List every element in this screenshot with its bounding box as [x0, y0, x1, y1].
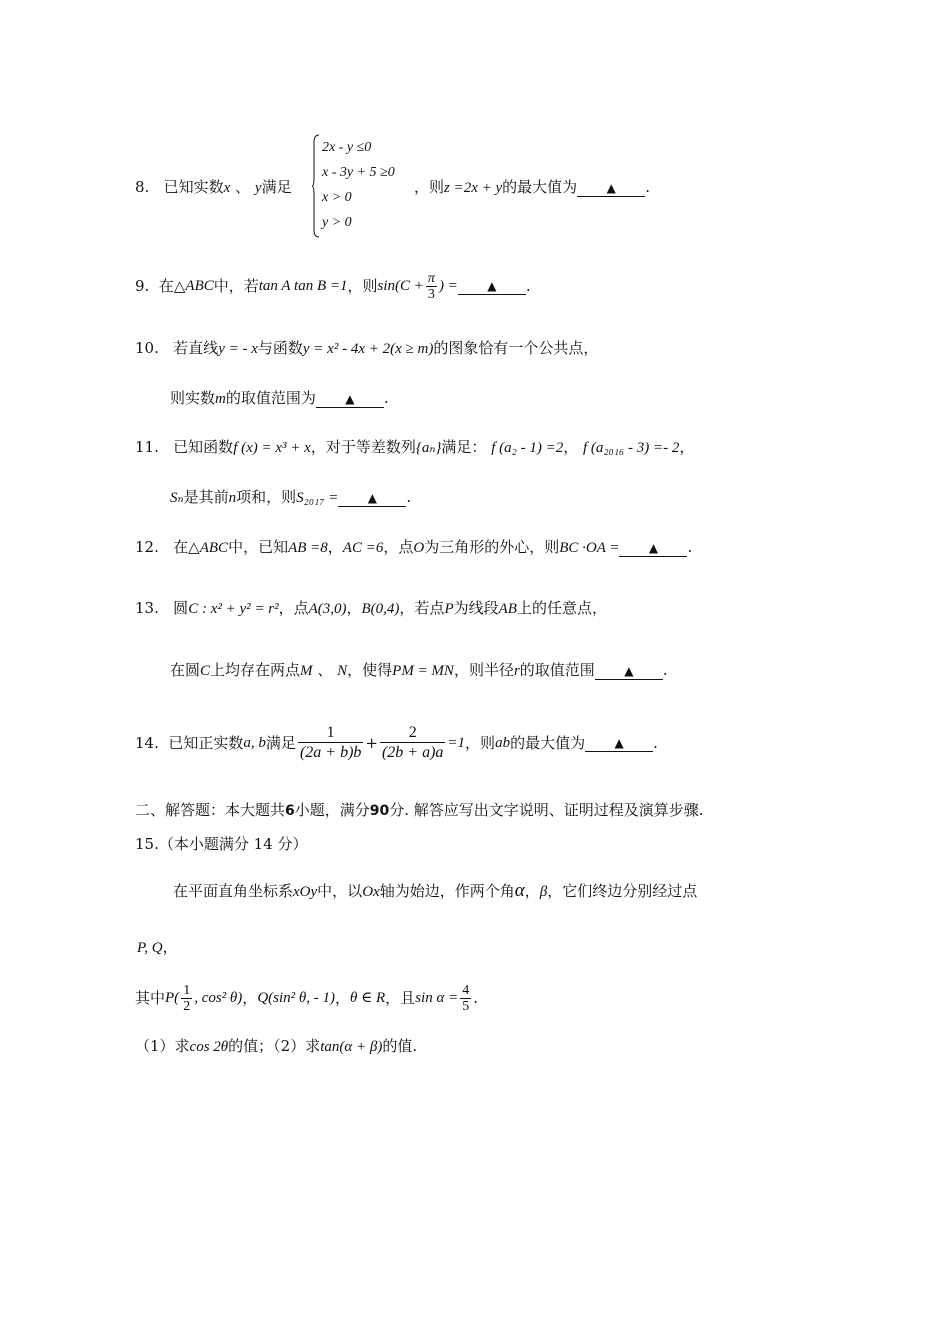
section-heading: 二、解答题：本大题共6小题，满分90分. 解答应写出文字说明、证明过程及演算步骤.: [135, 801, 704, 819]
question-15: 15.（本小题满分 14 分）: [135, 835, 308, 853]
question-13: 13. 圆C : x² + y² = r²，点A(3,0)，B(0,4)，若点P为线段AB上的任意点，: [135, 599, 607, 617]
question-15-line3: 其中 P( $\frac{1}{2}$ , cos² θ) ， Q(sin² θ, - 1) ， θ ∈ R ，且 sin α = $\frac{4}{5}$ .: [135, 982, 478, 1014]
question-8: 8. 已知实数x 、 y满足: [135, 178, 292, 196]
pi-over-3-fraction: $\frac{\pi}{3}$: [427, 270, 435, 302]
one-half-fraction: $\frac{1}{2}$: [183, 982, 191, 1014]
question-14: 14. 已知正实数 a, b 满足 $\frac{1}{(2a + b)b}$ + $\frac{2}{(2b + a)a}$ =1 ，则 ab 的最大值为 ▲ .: [135, 723, 658, 761]
answer-blank[interactable]: ▲: [595, 663, 663, 680]
q8-constraint-system: [312, 134, 416, 238]
q10-number: 10.: [135, 339, 159, 357]
question-15-line1: 在平面直角坐标系xOy中，以Ox轴为始边，作两个角α，β，它们终边分别经过点: [173, 880, 698, 901]
answer-blank[interactable]: ▲: [577, 180, 645, 197]
question-15-line2: P, Q，: [137, 938, 178, 956]
left-brace-icon: [312, 134, 320, 238]
question-11: 11. 已知函数f (x) = x³ + x，对于等差数列{aₙ}满足： f (a₂ - 1) =2， f (a₂₀₁₆ - 3) =- 2，: [135, 438, 695, 456]
answer-blank[interactable]: ▲: [585, 735, 653, 752]
question-13-line2: 在圆C上均存在两点M 、 N，使得PM = MN，则半径r的取值范围 ▲ .: [170, 661, 668, 679]
q8-constraint-3: x > 0: [322, 190, 352, 205]
four-fifths-fraction: $\frac{4}{5}$: [462, 982, 470, 1014]
answer-blank[interactable]: ▲: [338, 490, 406, 507]
q11-number: 11.: [135, 438, 159, 456]
q14-fraction-1: $\frac{1}{(2a + b)b}$: [299, 723, 362, 761]
answer-blank[interactable]: ▲: [458, 278, 526, 295]
question-9: 9. 在△ ABC 中，若 tan A tan B =1 ，则 sin(C + $\frac{\pi}{3}$ ) = ▲ .: [135, 270, 531, 302]
q8-number: 8.: [135, 178, 150, 196]
question-10-line2: 则实数m的取值范围为 ▲ .: [170, 389, 389, 407]
q9-number: 9.: [135, 277, 150, 295]
question-11-line2: Sₙ是其前n项和，则S₂₀₁₇ = ▲ .: [170, 488, 412, 506]
answer-blank[interactable]: ▲: [316, 391, 384, 408]
question-12: 12. 在△ABC中，已知AB =8，AC =6，点O为三角形的外心，则BC ·OA = ▲ .: [135, 538, 693, 556]
q8-constraint-2: x - 3y + 5 ≥0: [322, 165, 395, 180]
q8-constraint-4: y > 0: [322, 215, 352, 230]
question-8-tail: ，则z =2x + y的最大值为 ▲ .: [414, 178, 650, 196]
q8-constraint-1: 2x - y ≤0: [322, 140, 372, 155]
answer-blank[interactable]: ▲: [619, 540, 687, 557]
question-10: 10. 若直线y = - x与函数y = x² - 4x + 2(x ≥ m)的图象恰有一个公共点，: [135, 339, 599, 357]
q12-number: 12.: [135, 538, 159, 556]
q15-number: 15.: [135, 835, 159, 853]
q14-fraction-2: $\frac{2}{(2b + a)a}$: [381, 723, 444, 761]
q13-number: 13.: [135, 599, 159, 617]
question-15-parts: （1）求cos 2θ的值；（2）求tan(α + β)的值.: [135, 1037, 418, 1055]
q14-number: 14.: [135, 734, 159, 752]
